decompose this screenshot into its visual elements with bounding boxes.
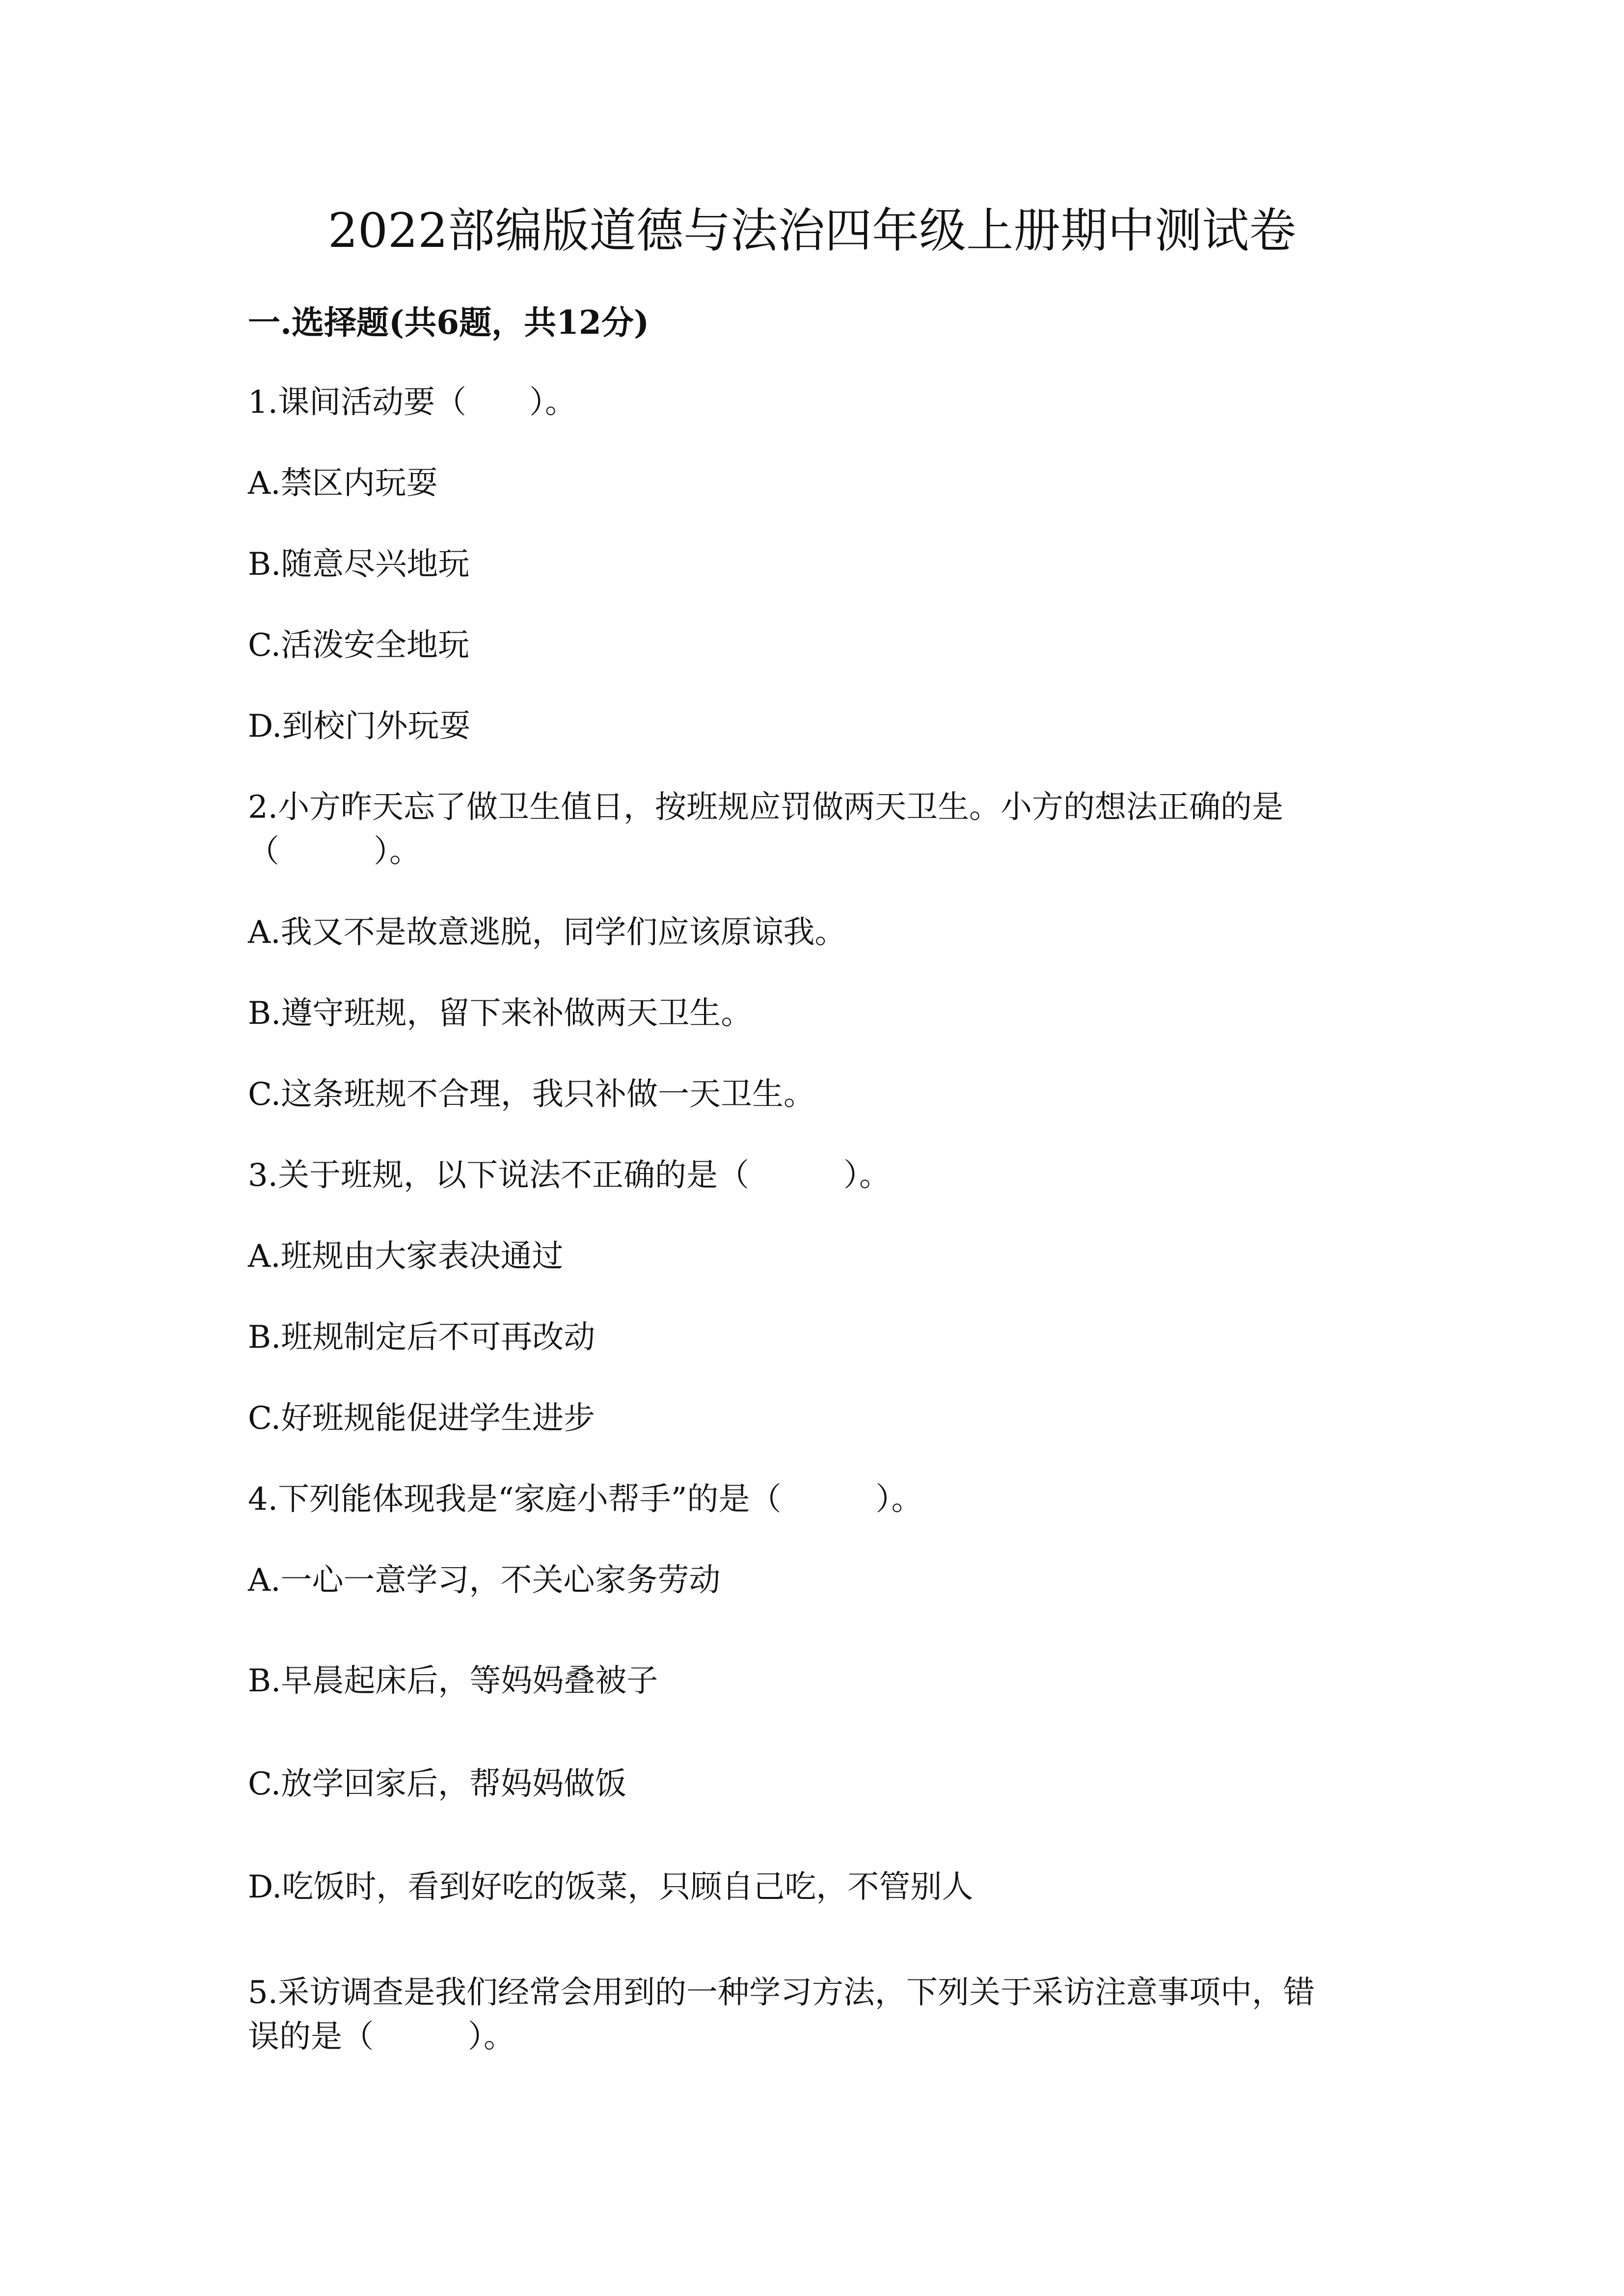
question-4-option-d: D.吃饭时，看到好吃的饭菜，只顾自己吃，不管别人 [248,1869,974,1905]
question-3-stem: 3.关于班规，以下说法不正确的是（ ）。 [248,1157,891,1194]
section-heading: 一.选择题(共6题，共12分) [248,303,650,342]
question-5-stem: 5.采访调查是我们经常会用到的一种学习方法，下列关于采访注意事项中，错 [248,1975,1315,2011]
question-2-stem-cont: （ ）。 [248,833,421,870]
question-4-option-b: B.早晨起床后，等妈妈叠被子 [248,1663,658,1699]
question-1-option-c: C.活泼安全地玩 [248,627,470,664]
question-3-option-a: A.班规由大家表决通过 [248,1238,564,1275]
question-4-option-c: C.放学回家后，帮妈妈做饭 [248,1766,627,1802]
question-4-option-a: A.一心一意学习，不关心家务劳动 [248,1562,721,1599]
page-title: 2022部编版道德与法治四年级上册期中测试卷 [327,203,1297,258]
question-2-option-a: A.我又不是故意逃脱，同学们应该原谅我。 [248,914,846,951]
question-4-stem: 4.下列能体现我是“家庭小帮手”的是（ ）。 [248,1481,923,1518]
question-3-option-b: B.班规制定后不可再改动 [248,1319,595,1356]
question-2-stem: 2.小方昨天忘了做卫生值日，按班规应罚做两天卫生。小方的想法正确的是 [248,789,1284,826]
question-2-option-b: B.遵守班规，留下来补做两天卫生。 [248,995,753,1032]
question-1-stem: 1.课间活动要（ ）。 [248,384,577,421]
question-2-option-c: C.这条班规不合理，我只补做一天卫生。 [248,1076,815,1113]
question-1-option-a: A.禁区内玩耍 [248,465,438,502]
question-1-option-d: D.到校门外玩耍 [248,708,471,745]
question-5-stem-cont: 误的是（ ）。 [248,2019,515,2055]
question-3-option-c: C.好班规能促进学生进步 [248,1400,595,1437]
question-1-option-b: B.随意尽兴地玩 [248,546,470,583]
